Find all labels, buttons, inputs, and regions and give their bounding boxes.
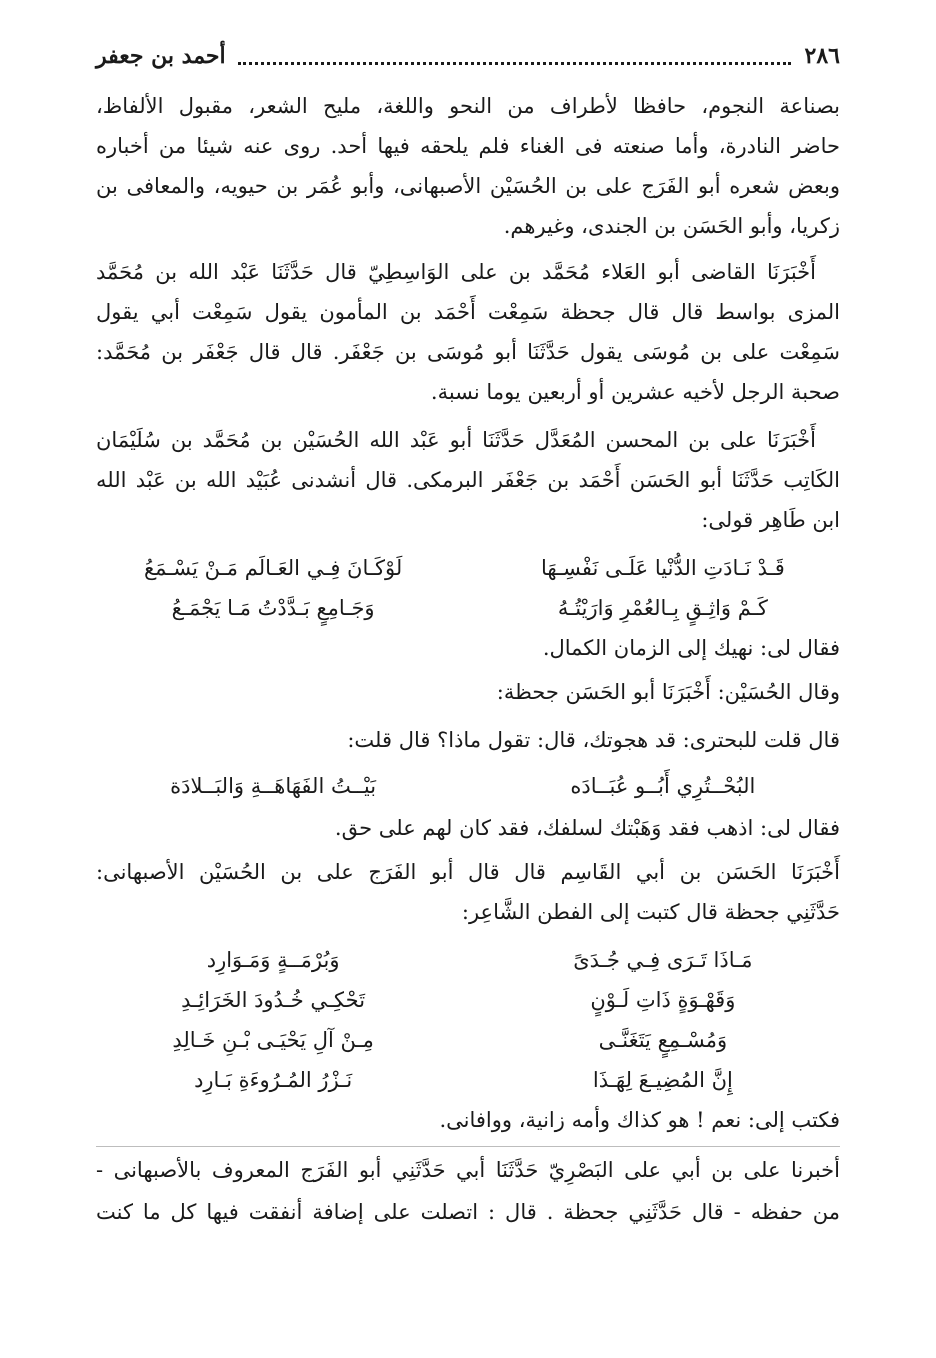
text-line: زكريا، وأبو الحَسَن بن الجندى، وغيرهم. [503, 214, 840, 238]
poem-verse [120, 980, 816, 1020]
text-line: أَخْبَرَنَا الحَسَن بن أبي القَاسِم قال قال أبو الفَرَج على بن الحُسَيْن الأصبهانى: [96, 860, 840, 884]
text-line: فقال لى: اذهب فقد وَهَبْتك لسلفك، فقد كان لهم على حق. [334, 816, 840, 840]
text-line: فكتب إلى: نعم ! هو كذاك وأمه زانية، ووافانى. [439, 1108, 840, 1132]
poem-verse [120, 1020, 816, 1060]
running-title: أحمد بن جعفر [96, 43, 226, 69]
poem-verse [120, 1060, 816, 1100]
poem-verse [120, 940, 816, 980]
text-line: قال قلت للبحترى: قد هجوتك، قال: تقول ماذا؟ قال قلت: [347, 728, 840, 752]
poem-verse [120, 588, 816, 628]
verse-first-hemistich: قَـدْ نَـادَتِ الدُّنْيا عَلَـى نَفْسِـهَا [540, 556, 785, 580]
verse-second-hemistich: لَوْكَـانَ فِـي العَـالَم مَـنْ يَسْـمَعُ [143, 556, 403, 580]
verse-second-hemistich: وَجَـامِعٍ بَـدَّدْتُ مَـا يَجْمَـعُ [171, 596, 375, 620]
verse-second-hemistich: وَبُرْمَــةٍ وَمَـوَارِد [206, 948, 340, 972]
header-dotted-leader [238, 48, 791, 65]
verse-first-hemistich: مَـاذَا تَـرَى فِـي جُـدَىً [573, 948, 753, 972]
text-line: حاضر النادرة، وأما صنعته فى الغناء فلم يلحقه فيها أحد. روى عنه شيئا من أخباره [96, 134, 840, 158]
text-line: الكَاتِب حَدَّثَنَا أبو الحَسَن أَحْمَد بن جَعْفَر البرمكى. قال أنشدنى عُبَيْد الله بن عَبْد الله [96, 468, 840, 492]
text-line: وبعض شعره أبو الفَرَج على بن الحُسَيْن الأصبهانى، وأبو عُمَر بن حيويه، والمعافى بن [96, 174, 840, 198]
verse-second-hemistich: نَـزْرُ المُـرُوءَةِ بَـارِد [194, 1068, 353, 1092]
verse-first-hemistich: وَمُسْـمِعٍ يَتَغَنَّـى [598, 1028, 728, 1052]
verse-second-hemistich: تَحْكِـي خُـدُودَ الخَرَائِـدِ [181, 988, 366, 1012]
page-fold-line [96, 1146, 840, 1147]
verse-first-hemistich: كَـمْ وَاثِـقٍ بِـالعُمْرِ وَارَيْتُـهُ [557, 596, 768, 620]
text-line: بصناعة النجوم، حافظا لأطراف من النحو واللغة، مليح الشعر، مقبول الألفاظ، [96, 94, 840, 118]
poem-verse [120, 766, 816, 806]
text-line: صحبة الرجل لأخيه عشرين أو أربعين يوما نسبة. [430, 380, 840, 404]
verse-first-hemistich: وَقَهْـوَةٍ ذَاتِ لَـوْنٍ [590, 988, 736, 1012]
text-line: ابن طَاهِر قولى: [701, 508, 840, 532]
poem-verse [120, 548, 816, 588]
text-line: حَدَّثَنِي جحظة قال كتبت إلى الفطن الشَّاعِر: [461, 900, 840, 924]
verse-second-hemistich: مِـنْ آلِ يَحْيَـى بْـنِ خَـالِدِ [172, 1028, 374, 1052]
verse-first-hemistich: البُحْــتُرِي أَبُــو عُبَــادَه [570, 774, 756, 798]
running-header [96, 38, 840, 74]
text-line: وقال الحُسَيْن: أَخْبَرَنَا أبو الحَسَن جحظة: [496, 680, 840, 704]
verse-first-hemistich: إِنَّ المُضِيـعَ لِهَـذَا [592, 1068, 733, 1092]
text-line: المزى بواسط قال قال جحظة سَمِعْت أَحْمَد بن المأمون يقول سَمِعْت أبي يقول [96, 300, 840, 324]
text-line: أخبرنا على بن أبي على البَصْرِيّ حَدَّثَنَا أبي حَدَّثَنِي أبو الفَرَج المعروف بالأصبهانى - [96, 1158, 840, 1182]
text-line: أَخْبَرَنَا على بن المحسن المُعَدَّل حَدَّثَنَا أبو عَبْد الله الحُسَيْن بن مُحَمَّد بن سُلَيْمَان [96, 428, 816, 452]
page-number: ٢٨٦ [804, 43, 840, 69]
text-line: سَمِعْت على بن مُوسَى يقول حَدَّثَنَا أبو مُوسَى بن جَعْفَر. قال قال جَعْفَر بن مُحَمَّد: [96, 340, 840, 364]
text-line: من حفظه - قال حَدَّثَنِي جحظة . قال : اتصلت على إضافة أنفقت فيها كل ما كنت [96, 1200, 840, 1224]
verse-second-hemistich: بَيْــتُ الفَهَاهَــةِ وَالبَــلادَة [170, 774, 377, 798]
text-line: أَخْبَرَنَا القاضى أبو العَلاء مُحَمَّد بن على الوَاسِطِيّ قال حَدَّثَنَا عَبْد الله بن مُحَمَّد [96, 260, 816, 284]
text-line: فقال لى: نهيك إلى الزمان الكمال. [542, 636, 840, 660]
